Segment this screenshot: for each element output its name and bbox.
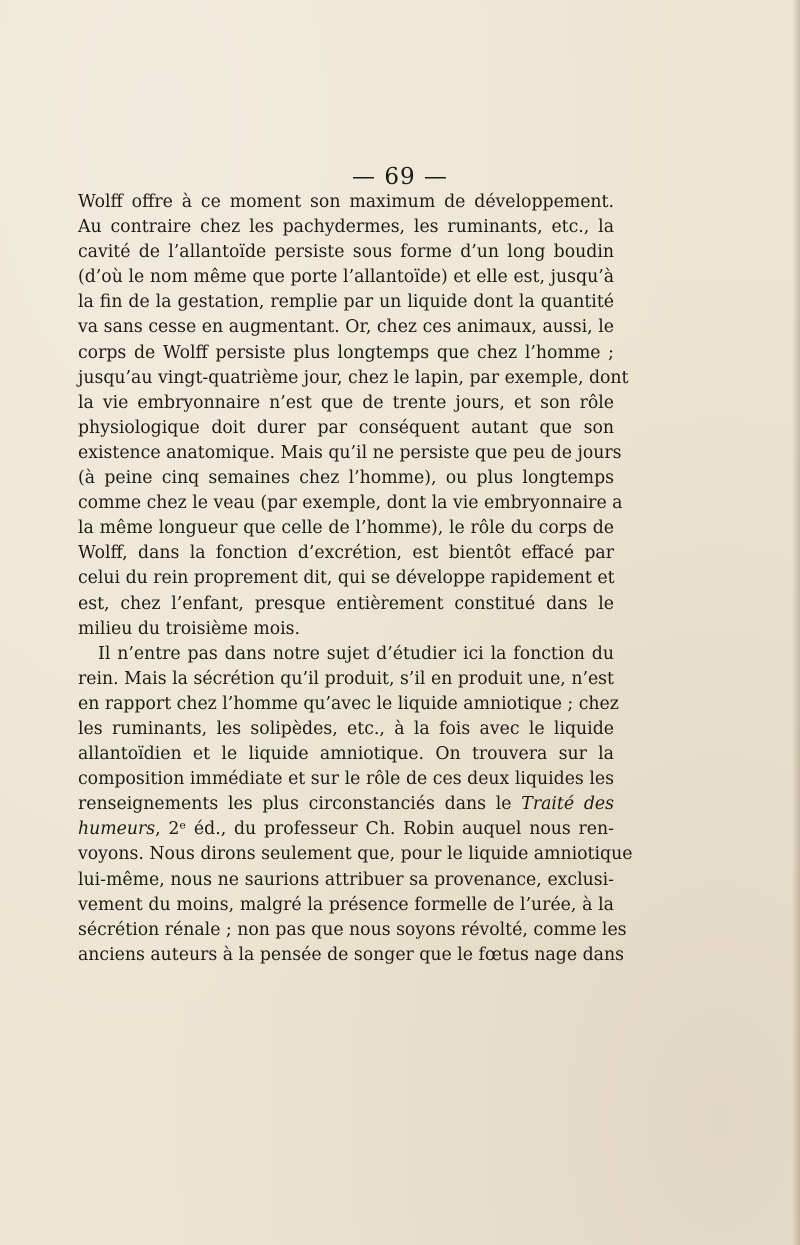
text-segment: Il n’entre pas dans notre sujet d’étudier ici la fonction du [98,643,614,664]
text-segment: milieu du troisième mois. [78,618,301,639]
page-number: — 69 — [352,164,448,190]
text-segment: existence anatomique. Mais qu’il ne persiste que peu de jours [78,442,622,463]
text-segment: cavité de l’allantoïde persiste sous forme d’un long boudin [78,242,614,263]
text-segment: composition immédiate et sur le rôle de ces deux liquides les [78,769,614,790]
italic-text: Traité des [521,794,614,815]
text-segment: en rapport chez l’homme qu’avec le liquide amniotique ; chez [78,693,619,714]
text-line [78,466,614,491]
text-line [78,491,623,516]
text-segment: celui du rein proprement dit, qui se développe rapidement et [78,568,615,589]
text-segment: voyons. Nous dirons seulement que, pour le liquide amniotique [78,844,633,865]
text-segment: corps de Wolff persiste plus longtemps que chez l’homme ; [78,342,614,363]
text-segment: lui-même, nous ne saurions attribuer sa provenance, exclusi- [78,869,614,890]
text-segment: Wolff, dans la fonction d’excrétion, est bientôt effacé par [78,543,614,564]
text-segment: allantoïdien et le liquide amniotique. On trouvera sur la [78,744,614,765]
text-line [78,667,614,692]
text-line [78,817,614,842]
text-line [78,190,614,215]
text-segment: les ruminants, les solipèdes, etc., à la fois avec le liquide [78,718,614,739]
italic-text: humeurs [78,819,156,840]
text-line [78,767,614,792]
text-segment: la fin de la gestation, remplie par un liquide dont la quantité [78,292,614,313]
text-line [78,617,614,642]
text-segment: la vie embryonnaire n’est que de trente jours, et son rôle [78,392,614,413]
text-line [78,717,614,742]
text-segment: jusqu’au vingt-quatrième jour, chez le lapin, par exemple, dont [78,367,629,388]
text-line [78,541,614,566]
text-segment: sécrétion rénale ; non pas que nous soyons révolté, comme les [78,919,627,940]
text-line [78,918,627,943]
text-segment: physiologique doit durer par conséquent autant que son [78,417,614,438]
body-text [78,190,633,968]
text-line [78,290,614,315]
text-line [78,893,614,918]
text-segment: rein. Mais la sécrétion qu’il produit, s’il en produit une, n’est [78,668,614,689]
text-line [78,265,614,290]
text-line [78,341,614,366]
text-line [78,416,614,441]
text-line [78,842,633,867]
text-segment: est, chez l’enfant, presque entièrement constitué dans le [78,593,614,614]
text-segment: Au contraire chez les pachydermes, les ruminants, etc., la [78,217,614,238]
text-line [78,441,622,466]
text-line [78,391,614,416]
text-line [78,742,614,767]
text-segment: (d’où le nom même que porte l’allantoïde) et elle est, jusqu’à [78,267,614,288]
text-line [78,792,614,817]
text-segment: anciens auteurs à la pensée de songer que le fœtus nage dans [78,944,624,965]
text-line [78,215,614,240]
text-line [78,868,614,893]
text-segment: va sans cesse en augmentant. Or, chez ces animaux, aussi, le [78,317,614,338]
text-line [78,943,624,968]
text-line [78,566,614,591]
text-segment: vement du moins, malgré la présence formelle de l’urée, à la [78,894,614,915]
text-segment: , 2ᵉ éd., du professeur Ch. Robin auquel nous ren- [155,819,614,840]
text-line [78,516,614,541]
text-segment: renseignements les plus circonstanciés dans le [78,794,522,815]
text-segment: comme chez le veau (par exemple, dont la vie embryonnaire a [78,493,623,514]
text-segment: (à peine cinq semaines chez l’homme), ou plus longtemps [78,468,614,489]
text-line [78,692,619,717]
text-line [78,240,614,265]
text-segment: la même longueur que celle de l’homme), le rôle du corps de [78,518,614,539]
text-line [78,642,614,667]
text-line [78,315,614,340]
text-segment: Wolff offre à ce moment son maximum de développement. [78,192,614,212]
text-line [78,366,629,391]
text-line [78,592,614,617]
